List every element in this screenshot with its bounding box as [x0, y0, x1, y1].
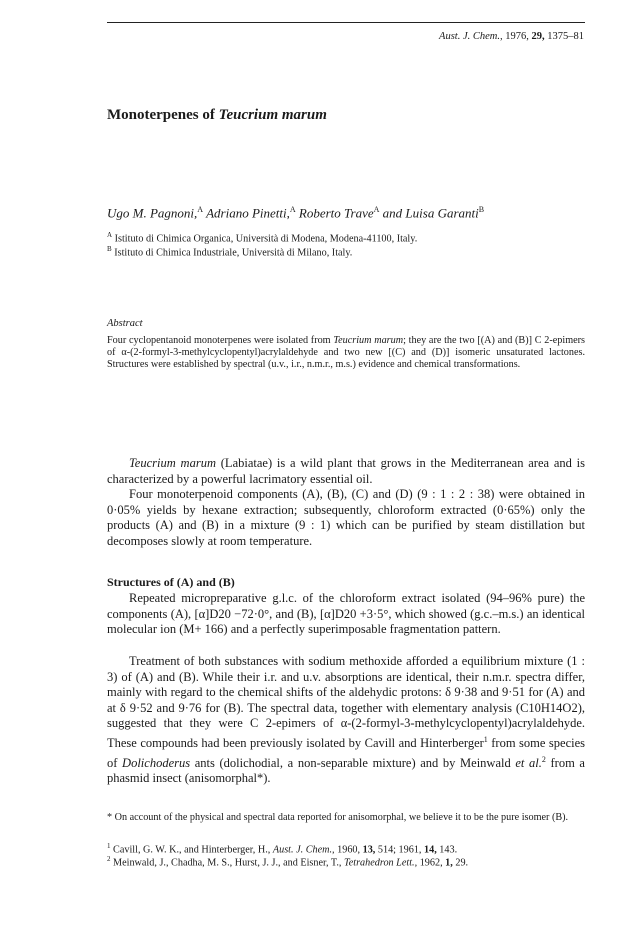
top-rule	[107, 22, 585, 23]
author-1: Ugo M. Pagnoni,	[107, 205, 198, 221]
title-prefix: Monoterpenes of	[107, 107, 215, 123]
author-4-affil: B	[478, 205, 485, 214]
intro-paragraph-1	[107, 456, 585, 487]
reference-2-volume: 1,	[445, 857, 453, 869]
author-2: Adriano Pinetti,	[206, 205, 290, 221]
author-list	[107, 205, 484, 221]
journal-volume: 29,	[531, 31, 545, 42]
affiliation-a-mark: A	[107, 231, 113, 239]
author-4: and Luisa Garanti	[382, 205, 479, 221]
reference-1-year: 1960,	[337, 844, 361, 856]
reference-2-number: 2	[107, 855, 111, 863]
ref-1-mark: 1	[483, 734, 488, 744]
journal-year: 1976,	[505, 31, 529, 42]
journal-name: Aust. J. Chem.,	[439, 31, 503, 42]
affiliation-b	[107, 245, 352, 258]
affiliation-a-text: Istituto di Chimica Organica, Università di Modena, Modena-41100, Italy.	[114, 233, 418, 245]
reference-1-journal: Aust. J. Chem.,	[272, 844, 335, 856]
reference-1-volume-2: 14,	[424, 844, 437, 856]
reference-2-journal: Tetrahedron Lett.,	[344, 857, 418, 869]
abstract-text	[107, 335, 585, 372]
section-paragraph-2-d: from a phasmid insect (anisomorphal*).	[107, 755, 585, 786]
footnote-star: * On account of the physical and spectral data reported for anisomorphal, we believe it to be the pure isomer (B).	[107, 812, 569, 823]
section-paragraph-2	[107, 654, 585, 787]
section-heading: Structures of (A) and (B)	[107, 575, 235, 589]
affiliation-a	[107, 231, 417, 244]
abstract-part-1: Four cyclopentanoid monoterpenes were isolated from	[107, 335, 331, 346]
author-3: Roberto Trave	[298, 205, 374, 221]
reference-1-page: 143.	[439, 844, 458, 856]
abstract-part-2: ; they are the two [(A) and (B)] C 2-epimers of α-(2-formyl-3-methylcyclopentyl)acrylaldehyde and two new [(C) and (D)] isomeric unsaturated lactones. Structures were established by spectral (u.v., i.r., n.m.r., m.s.) evidence and chemical transformations.	[107, 335, 586, 371]
section-paragraph-2-c: ants (dolichodial, a non-separable mixture) and by Meinwald	[190, 755, 516, 770]
et-al: et al.	[515, 755, 542, 770]
author-1-affil: A	[197, 205, 204, 214]
affiliation-b-mark: B	[107, 245, 112, 253]
reference-2-page: 29.	[455, 857, 469, 869]
affiliation-b-text: Istituto di Chimica Industriale, Università di Milano, Italy.	[114, 247, 353, 259]
author-3-affil: A	[373, 205, 380, 214]
section-paragraph-1: Repeated micropreparative g.l.c. of the chloroform extract isolated (94–96% pure) the components (A), [α]D20 −72·0°, and (B), [α]D20 +3·5°, which showed (g.c.–m.s.) an identical molecular ion (M+ 166) and a perfectly superimposable fragmentation pattern.	[107, 591, 585, 637]
paper-title	[107, 107, 327, 124]
reference-1-number: 1	[107, 842, 111, 850]
reference-2	[107, 853, 585, 870]
genus-dolichoderus: Dolichoderus	[122, 755, 191, 770]
reference-1-volume-1: 13,	[362, 844, 376, 856]
intro-paragraph-2: Four monoterpenoid components (A), (B), (C) and (D) (9 : 1 : 2 : 38) were obtained in 0·05% yields by hexane extraction; subsequently, chloroform extracted (0·65%) only the products (A) and (B) in a mixture (9 : 1) which can be purified by steam distillation but decomposes slowly at room temperature.	[107, 487, 585, 548]
intro-paragraph-1-text: (Labiatae) is a wild plant that grows in the Mediterranean area and is characterized by a powerful lacrimatory essential oil.	[107, 456, 586, 486]
journal-citation	[439, 31, 584, 42]
section-paragraph-2-a: Treatment of both substances with sodium methoxide afforded a equilibrium mixture (1 : 3) of (A) and (B). While their i.r. and u.v. absorptions are identical, their n.m.r. spectra differ, mainly with regard to the chemical shifts of the aldehydic protons: δ 9·38 and 9·51 for (A) and at δ 9·52 and 9·76 for (B). The spectral data, together with elementary analysis (C10H14O2), suggested that they were C 2-epimers of α-(2-formyl-3-methylcyclopentyl)acrylaldehyde. These compounds had been previously isolated by Cavill and Hinterberger	[107, 654, 585, 751]
author-2-affil: A	[289, 205, 296, 214]
section-paragraph-2-b: from some species of	[107, 736, 586, 770]
intro-species: Teucrium marum	[129, 456, 216, 470]
reference-2-year: 1962,	[419, 857, 443, 869]
reference-2-authors: Meinwald, J., Chadha, M. S., Hurst, J. J., and Eisner, T.,	[113, 857, 342, 869]
title-species: Teucrium marum	[218, 107, 327, 123]
abstract-heading: Abstract	[107, 318, 143, 329]
reference-1-authors: Cavill, G. W. K., and Hinterberger, H.,	[113, 844, 271, 856]
journal-pages: 1375–81	[547, 31, 584, 42]
reference-1-rest: 514; 1961,	[377, 844, 422, 856]
ref-2-mark: 2	[541, 754, 546, 764]
abstract-species: Teucrium marum	[333, 335, 404, 346]
